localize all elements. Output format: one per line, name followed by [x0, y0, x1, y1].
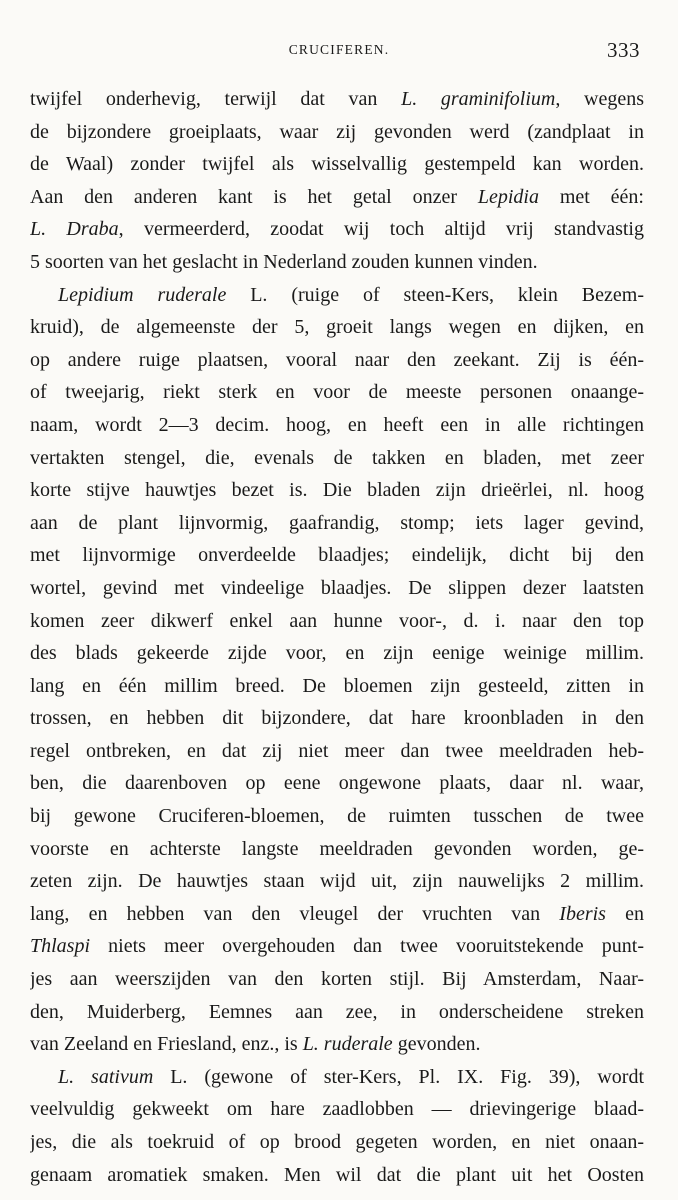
text-segment: den, Muiderberg, Eemnes aan zee, in onderscheidene streken	[30, 1000, 644, 1023]
text-segment: veelvuldig gekweekt om hare zaadlobben — drievingerige blaad-	[30, 1098, 644, 1121]
text-segment: L. (ruige of steen-Kers, klein Bezem-	[226, 283, 644, 306]
text-segment: ben, die daarenboven op eene ongewone plaats, daar nl. waar,	[30, 772, 644, 795]
text-line	[30, 605, 644, 638]
text-line	[30, 116, 644, 149]
text-line	[30, 83, 644, 116]
text-line	[30, 1159, 644, 1192]
text-line	[30, 898, 644, 931]
text-segment: met lijnvormige onverdeelde blaadjes; eindelijk, dicht bij den	[30, 544, 644, 567]
text-segment: niets meer overgehouden dan twee vooruitstekende punt-	[90, 935, 644, 958]
text-segment: gevonden.	[392, 1033, 481, 1056]
text-line	[30, 1061, 644, 1094]
text-line	[30, 213, 644, 246]
text-segment: 5 soorten van het geslacht in Nederland zouden kunnen vinden.	[30, 250, 538, 273]
body-text	[30, 83, 644, 1191]
text-line	[30, 1126, 644, 1159]
text-line	[30, 181, 644, 214]
text-segment: Aan den anderen kant is het getal onzer	[30, 185, 478, 208]
text-line	[30, 376, 644, 409]
text-line	[30, 800, 644, 833]
text-segment: bij gewone Cruciferen-bloemen, de ruimten tusschen de twee	[30, 805, 644, 828]
italic-text: Thlaspi	[30, 935, 91, 958]
text-line	[30, 735, 644, 768]
text-segment: voorste en achterste langste meeldraden gevonden worden, ge-	[30, 837, 644, 860]
running-head: CRUCIFEREN.	[288, 42, 390, 57]
italic-text: Lepidium ruderale	[58, 283, 227, 306]
text-line	[30, 702, 644, 735]
text-line	[30, 539, 644, 572]
text-segment: twijfel onderhevig, terwijl dat van	[30, 88, 402, 110]
text-segment: de bijzondere groeiplaats, waar zij gevonden werd (zandplaat in	[30, 120, 644, 143]
text-segment: wortel, gevind met vindeelige blaadjes. De slippen dezer laatsten	[30, 576, 644, 599]
text-line	[30, 833, 644, 866]
italic-text: Iberis	[559, 902, 606, 925]
text-line	[30, 474, 644, 507]
text-line	[30, 963, 644, 996]
text-line	[30, 930, 644, 963]
text-segment: regel ontbreken, en dat zij niet meer dan twee meeldraden heb-	[30, 739, 644, 762]
text-segment: lang, en hebben van den vleugel der vruchten van	[30, 902, 560, 925]
text-segment: of tweejarig, riekt sterk en voor de meeste personen onaange-	[30, 381, 644, 404]
italic-text: L. sativum	[58, 1065, 154, 1088]
text-segment: L. (gewone of ster-Kers, Pl. IX. Fig. 39), wordt	[153, 1065, 644, 1088]
text-segment: des blads gekeerde zijde voor, en zijn eenige weinige millim.	[30, 642, 644, 665]
text-segment: op andere ruige plaatsen, vooral naar den zeekant. Zij is één-	[30, 348, 644, 371]
text-line	[30, 148, 644, 181]
text-segment: lang en één millim breed. De bloemen zijn gesteeld, zitten in	[30, 674, 644, 697]
text-line	[30, 865, 644, 898]
text-line	[30, 279, 644, 312]
text-line	[30, 246, 644, 279]
text-line	[30, 996, 644, 1029]
text-line	[30, 572, 644, 605]
text-segment: kruid), de algemeenste der 5, groeit langs wegen en dijken, en	[30, 316, 644, 339]
text-segment: zeten zijn. De hauwtjes staan wijd uit, zijn nauwelijks 2 millim.	[30, 870, 644, 893]
text-segment: vertakten stengel, die, evenals de takken en bladen, met zeer	[30, 446, 644, 469]
text-line	[30, 637, 644, 670]
text-line	[30, 409, 644, 442]
text-line	[30, 507, 644, 540]
text-line	[30, 1028, 644, 1061]
text-segment: aan de plant lijnvormig, gaafrandig, stomp; iets lager gevind,	[30, 511, 644, 534]
text-line	[30, 1093, 644, 1126]
text-segment: , wegens	[555, 88, 644, 110]
italic-text: L. Draba	[30, 218, 119, 241]
italic-text: L. graminifolium	[401, 88, 556, 110]
text-segment: met één:	[538, 185, 644, 208]
text-segment: genaam aromatiek smaken. Men wil dat die plant uit het Oosten	[30, 1163, 644, 1186]
text-line	[30, 344, 644, 377]
italic-text: L. ruderale	[302, 1033, 393, 1056]
page-number: 333	[607, 38, 640, 62]
text-segment: korte stijve hauwtjes bezet is. Die bladen zijn drieërlei, nl. hoog	[30, 479, 644, 502]
text-line	[30, 311, 644, 344]
text-line	[30, 442, 644, 475]
text-segment: de Waal) zonder twijfel als wisselvallig gestempeld kan worden.	[30, 153, 644, 176]
text-segment: komen zeer dikwerf enkel aan hunne voor-, d. i. naar den top	[30, 609, 644, 632]
text-segment: en	[605, 902, 644, 925]
text-segment: jes, die als toekruid of op brood gegeten worden, en niet onaan-	[30, 1131, 644, 1153]
text-segment: trossen, en hebben dit bijzondere, dat hare kroonbladen in den	[30, 707, 644, 730]
text-segment: , vermeerderd, zoodat wij toch altijd vrij standvastig	[118, 218, 644, 241]
text-segment: van Zeeland en Friesland, enz., is	[30, 1033, 303, 1056]
page-header	[30, 38, 648, 68]
text-line	[30, 767, 644, 800]
text-line	[30, 670, 644, 703]
text-segment: naam, wordt 2—3 decim. hoog, en heeft een in alle richtingen	[30, 413, 644, 436]
text-segment: jes aan weerszijden van den korten stijl. Bij Amsterdam, Naar-	[30, 968, 644, 991]
italic-text: Lepidia	[477, 185, 539, 208]
